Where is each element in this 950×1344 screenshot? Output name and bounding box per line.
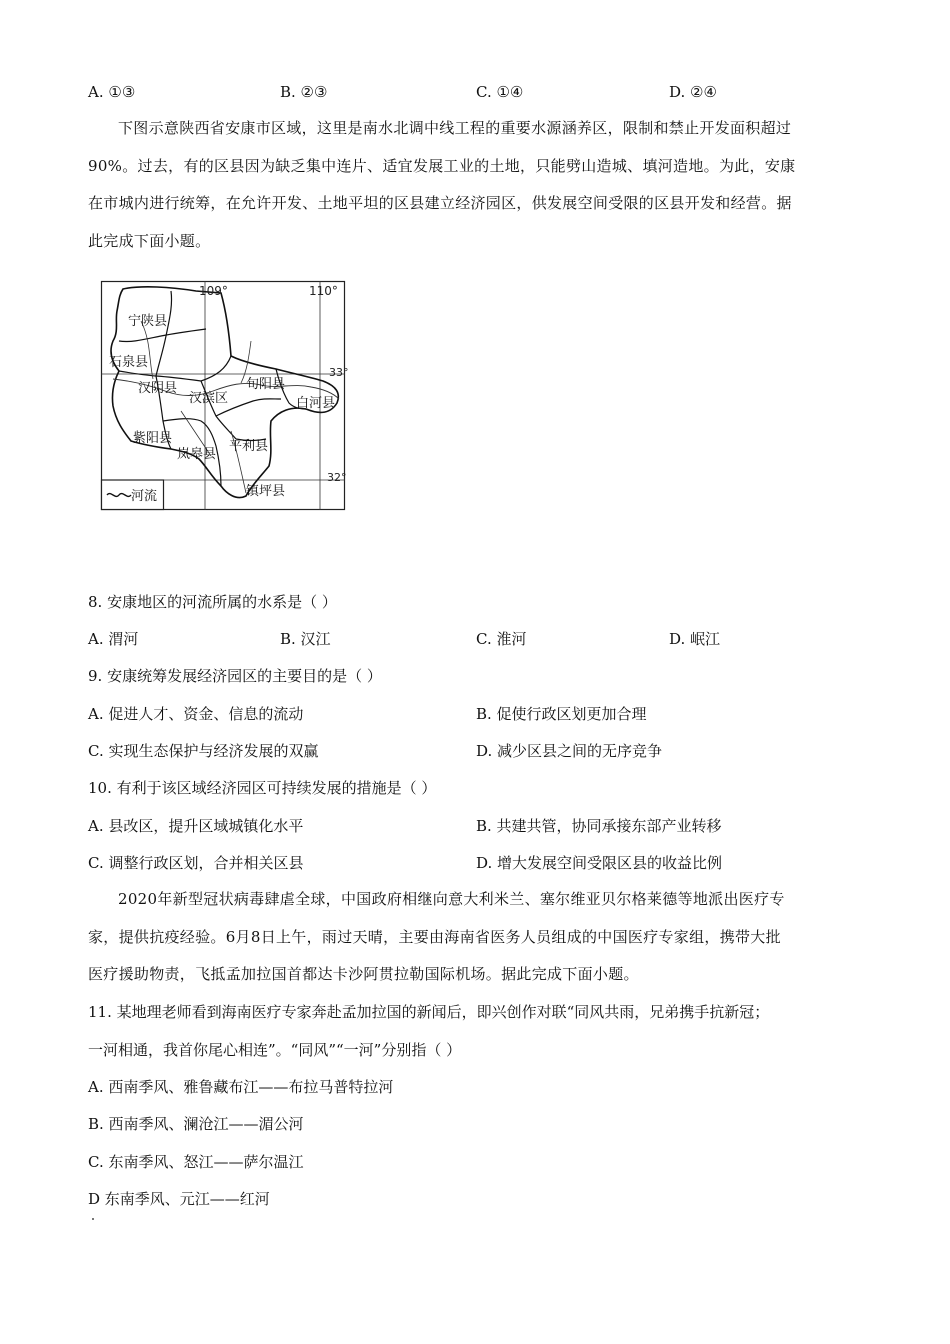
q7-option-d: D. ②④ <box>669 83 717 101</box>
ankang-map-svg <box>101 281 349 510</box>
passage-covid-line-3: 医疗援助物责，飞抵孟加拉国首都达卡沙阿贯拉勒国际机场。据此完成下面小题。 <box>88 965 639 983</box>
q8-stem: 8. 安康地区的河流所属的水系是（ ） <box>88 593 337 611</box>
q11-option-d: D 东南季风、元江——红河 <box>88 1190 270 1208</box>
q7-option-a: A. ①③ <box>88 83 136 101</box>
county-xunyang: 旬阳县 <box>246 377 286 392</box>
q10-stem: 10. 有利于该区域经济园区可持续发展的措施是（ ） <box>88 779 437 797</box>
q11-option-c: C. 东南季风、怒江——萨尔温江 <box>88 1153 304 1171</box>
q9-option-b: B. 促使行政区划更加合理 <box>476 705 647 723</box>
county-shiquan: 石泉县 <box>109 355 149 370</box>
county-hanbin: 汉滨区 <box>189 391 229 406</box>
lon-label-110: 110° <box>309 284 338 298</box>
county-langao: 岚皋县 <box>177 447 217 462</box>
passage-ankang-line-2: 90%。过去，有的区县因为缺乏集中连片、适宜发展工业的土地，只能劈山造城、填河造地。为此，安康 <box>88 156 796 175</box>
q10-option-d: D. 增大发展空间受限区县的收益比例 <box>476 854 723 872</box>
lat-label-33: 33° <box>329 366 349 379</box>
q11-stem-line-1: 11. 某地理老师看到海南医疗专家奔赴孟加拉国的新闻后，即兴创作对联“同风共雨，兄弟携手抗新冠； <box>88 1003 770 1021</box>
county-ziyang: 紫阳县 <box>133 431 173 446</box>
lat-label-32: 32° <box>327 471 347 484</box>
county-hanyin: 汉阴县 <box>138 381 178 396</box>
q9-option-c: C. 实现生态保护与经济发展的双赢 <box>88 742 319 760</box>
county-ningshan: 宁陕县 <box>128 314 168 329</box>
q11-stem-line-2: 一河相通，我首你尾心相连”。“同风”“一河”分别指（ ） <box>88 1041 462 1059</box>
stray-mark <box>92 1218 94 1220</box>
passage-ankang-line-4: 此完成下面小题。 <box>88 231 211 250</box>
county-zhenping: 镇坪县 <box>246 484 286 499</box>
q11-option-a: A. 西南季风、雅鲁藏布江——布拉马普特拉河 <box>88 1078 394 1096</box>
q9-option-a: A. 促进人才、资金、信息的流动 <box>88 705 304 723</box>
q8-option-a: A. 渭河 <box>88 630 139 648</box>
q10-option-c: C. 调整行政区划，合并相关区县 <box>88 854 304 872</box>
lon-label-109: 109° <box>199 284 228 298</box>
ankang-map <box>101 281 349 510</box>
passage-covid-line-2: 家，提供抗疫经验。6月8日上午，雨过天晴，主要由海南省医务人员组成的中国医疗专家组，携带大批 <box>88 927 781 946</box>
passage-covid <box>88 881 858 994</box>
q8-option-b: B. 汉江 <box>280 630 331 648</box>
legend-river-label: 河流 <box>131 489 158 504</box>
q10-option-b: B. 共建共管，协同承接东部产业转移 <box>476 817 722 835</box>
q9-option-d: D. 减少区县之间的无序竞争 <box>476 742 663 760</box>
q8-option-d: D. 岷江 <box>669 630 721 648</box>
county-pingli: 平利县 <box>229 439 269 454</box>
passage-ankang <box>88 110 858 260</box>
q10-option-a: A. 县改区，提升区域城镇化水平 <box>88 817 304 835</box>
passage-ankang-line-3: 在市城内进行统筹，在允许开发、土地平坦的区县建立经济园区，供发展空间受限的区县开发和经营。据 <box>88 194 792 212</box>
q9-stem: 9. 安康统筹发展经济园区的主要目的是（ ） <box>88 667 382 685</box>
passage-covid-line-1: 2020年新型冠状病毒肆虐全球，中国政府相继向意大利米兰、塞尔维亚贝尔格莱德等地派出医疗专 <box>118 890 785 908</box>
q7-option-b: B. ②③ <box>280 83 328 101</box>
q8-option-c: C. 淮河 <box>476 630 527 648</box>
county-baihe: 白河县 <box>296 396 336 411</box>
passage-ankang-line-1: 下图示意陕西省安康市区域，这里是南水北调中线工程的重要水源涵养区，限制和禁止开发面积超过 <box>118 119 792 137</box>
q11-option-b: B. 西南季风、澜沧江——湄公河 <box>88 1115 304 1133</box>
q7-option-c: C. ①④ <box>476 83 524 101</box>
